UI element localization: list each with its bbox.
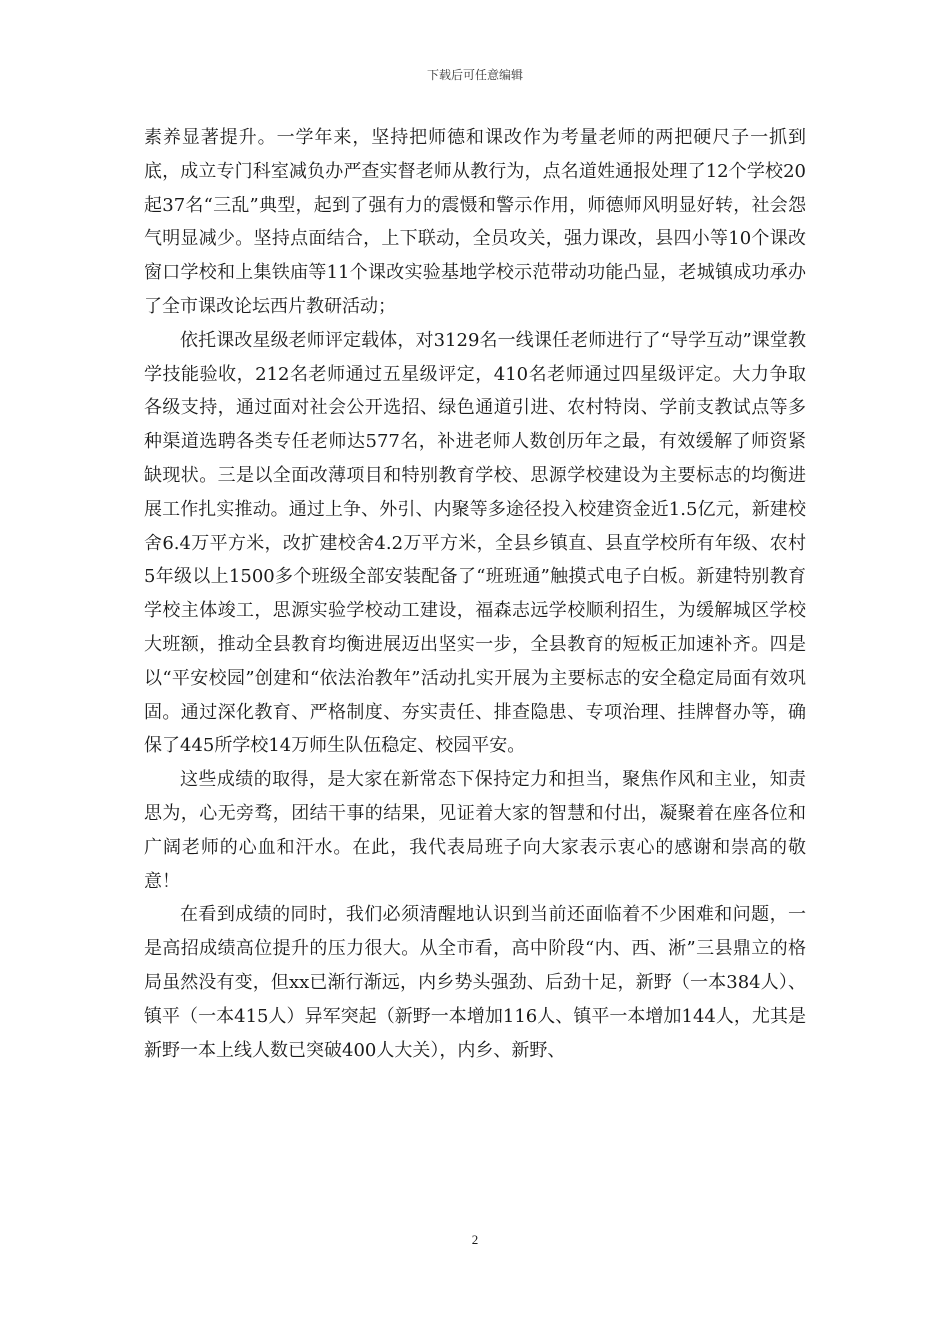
paragraph: 依托课改星级老师评定载体，对3129名一线课任老师进行了“导学互动”课堂教学技能验收，212名老师通过五星级评定，410名老师通过四星级评定。大力争取各级支持，通过面对社会公开选招、绿色通道引进、农村特岗、学前支教试点等多种渠道选聘各类专任老师达577名，补进老师人数创历年之最，有效缓解了师资紧缺现状。三是以全面改薄项目和特别教育学校、思源学校建设为主要标志的均衡进展工作扎实推动。通过上争、外引、内聚等多途径投入校建资金近1.5亿元，新建校舍6.4万平方米，改扩建校舍4.2万平方米，全县乡镇直、县直学校所有年级、农村5年级以上1500多个班级全部安装配备了“班班通”触摸式电子白板。新建特别教育学校主体竣工，思源实验学校动工建设，福森志远学校顺利招生，为缓解城区学校大班额，推动全县教育均衡进展迈出坚实一步，全县教育的短板正加速补齐。四是以“平安校园”创建和“依法治教年”活动扎实开展为主要标志的安全稳定局面有效巩固。通过深化教育、严格制度、夯实责任、排查隐患、专项治理、挂牌督办等，确保了445所学校14万师生队伍稳定、校园平安。	[144, 329, 806, 757]
document-body	[144, 121, 806, 1067]
paragraph: 这些成绩的取得，是大家在新常态下保持定力和担当，聚焦作风和主业，知责思为，心无旁骛，团结干事的结果，见证着大家的智慧和付出，凝聚着在座各位和广阔老师的心血和汗水。在此，我代表局班子向大家表示衷心的感谢和崇高的敬意！	[144, 769, 806, 892]
paragraph: 在看到成绩的同时，我们必须清醒地认识到当前还面临着不少困难和问题，一是高招成绩高位提升的压力很大。从全市看，高中阶段“内、西、淅”三县鼎立的格局虽然没有变，但xx已渐行渐远，内乡势头强劲、后劲十足，新野（一本384人）、镇平（一本415人）异军突起（新野一本增加116人、镇平一本增加144人，尤其是新野一本上线人数已突破400人大关），内乡、新野、	[144, 904, 806, 1061]
page-number: 2	[471, 1232, 479, 1247]
page-header-note: 下载后可任意编辑	[426, 68, 523, 82]
paragraph-continuation: 素养显著提升。一学年来，坚持把师德和课改作为考量老师的两把硬尺子一抓到底，成立专门科室减负办严查实督老师从教行为，点名道姓通报处理了12个学校20起37名“三乱”典型，起到了强有力的震慑和警示作用，师德师风明显好转，社会怨气明显减少。坚持点面结合，上下联动，全员攻关，强力课改，县四小等10个课改窗口学校和上集铁庙等11个课改实验基地学校示范带动功能凸显，老城镇成功承办了全市课改论坛西片教研活动；	[144, 127, 806, 317]
